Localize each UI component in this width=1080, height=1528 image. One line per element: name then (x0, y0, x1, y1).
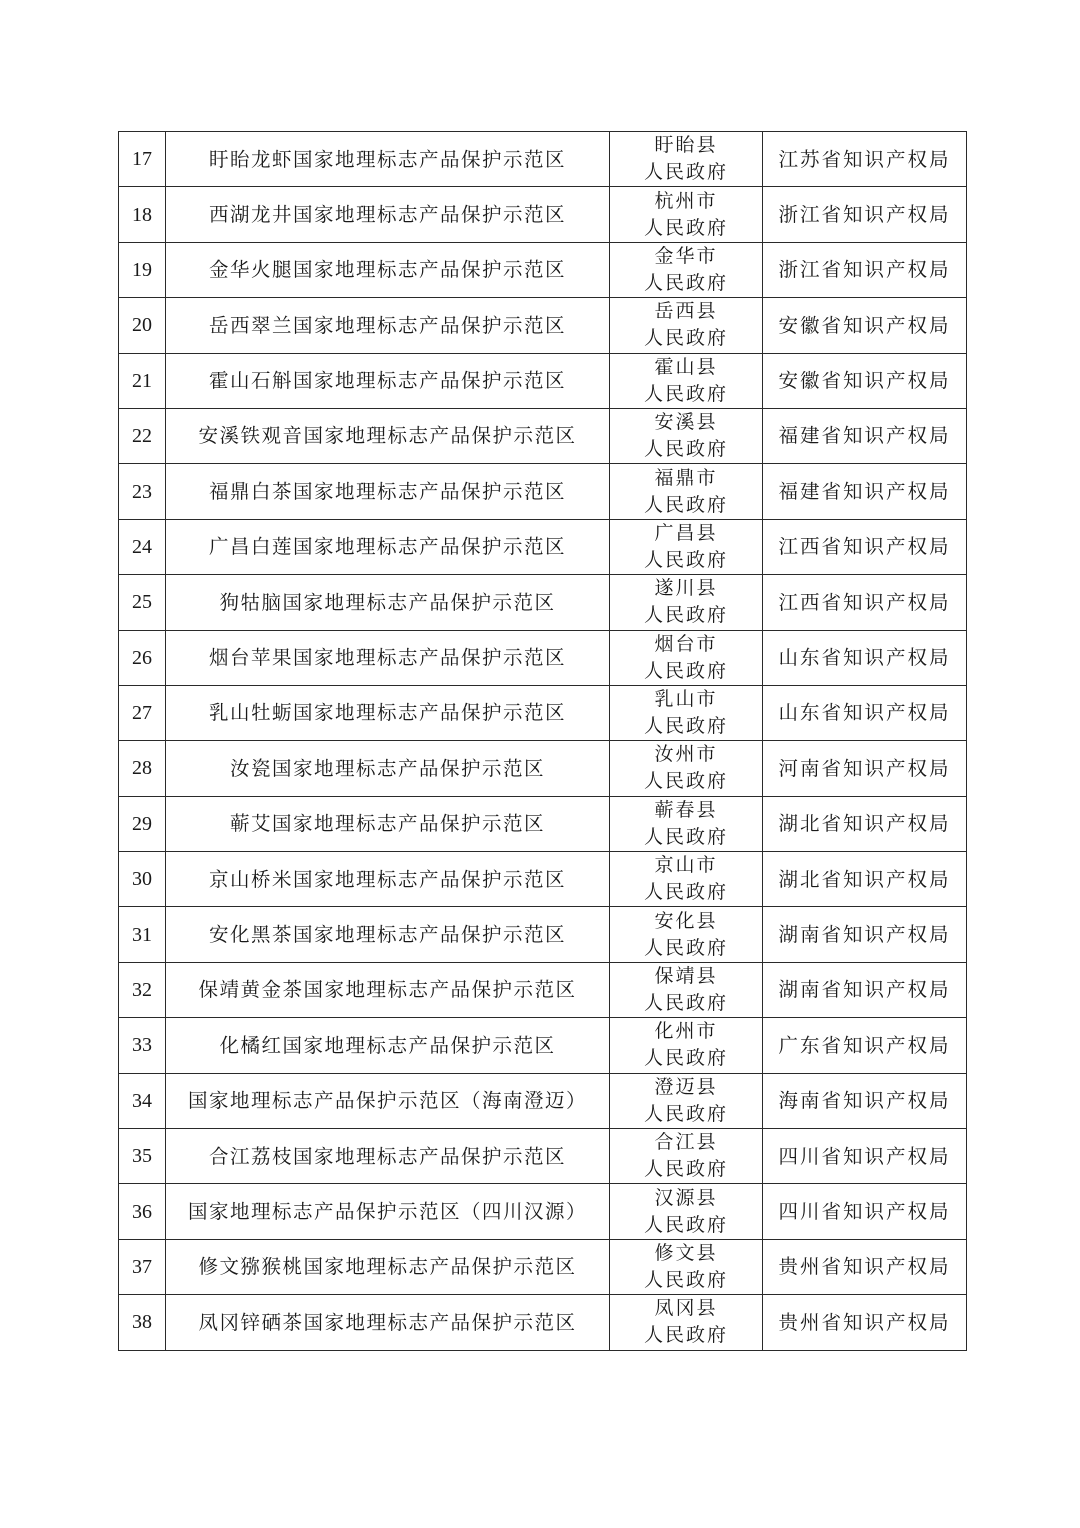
zone-name: 盱眙龙虾国家地理标志产品保护示范区 (166, 132, 610, 187)
zone-name: 合江荔枝国家地理标志产品保护示范区 (166, 1129, 610, 1184)
government-cell (610, 1239, 763, 1294)
government-suffix: 人民政府 (643, 936, 728, 959)
government-suffix: 人民政府 (643, 715, 728, 738)
government-locality: 化州市 (654, 1020, 718, 1043)
government-cell (610, 907, 763, 962)
demonstration-zone-table (118, 131, 967, 1351)
row-number: 35 (119, 1129, 166, 1184)
government-suffix: 人民政府 (643, 604, 728, 627)
row-number: 19 (119, 242, 166, 297)
row-number: 29 (119, 796, 166, 851)
government-locality: 汝州市 (654, 743, 718, 766)
row-number: 34 (119, 1073, 166, 1128)
ip-bureau: 安徽省知识产权局 (763, 353, 967, 408)
ip-bureau: 贵州省知识产权局 (763, 1239, 967, 1294)
government-locality: 汉源县 (654, 1186, 718, 1209)
table-row (119, 464, 967, 519)
government-locality: 安溪县 (654, 411, 718, 434)
row-number: 33 (119, 1018, 166, 1073)
government-cell (610, 796, 763, 851)
table-row (119, 852, 967, 907)
table-row (119, 685, 967, 740)
government-cell (610, 852, 763, 907)
ip-bureau: 湖南省知识产权局 (763, 962, 967, 1017)
table-row (119, 298, 967, 353)
table-row (119, 575, 967, 630)
government-cell (610, 353, 763, 408)
ip-bureau: 福建省知识产权局 (763, 408, 967, 463)
government-locality: 保靖县 (654, 965, 718, 988)
table-row (119, 630, 967, 685)
zone-name: 蕲艾国家地理标志产品保护示范区 (166, 796, 610, 851)
government-cell (610, 630, 763, 685)
ip-bureau: 湖北省知识产权局 (763, 796, 967, 851)
table-row (119, 907, 967, 962)
government-cell (610, 741, 763, 796)
government-suffix: 人民政府 (643, 548, 728, 571)
row-number: 21 (119, 353, 166, 408)
government-suffix: 人民政府 (643, 271, 728, 294)
government-suffix: 人民政府 (643, 1102, 728, 1125)
row-number: 23 (119, 464, 166, 519)
ip-bureau: 湖北省知识产权局 (763, 852, 967, 907)
ip-bureau: 江西省知识产权局 (763, 575, 967, 630)
government-cell (610, 187, 763, 242)
table-row (119, 1073, 967, 1128)
government-suffix: 人民政府 (643, 382, 728, 405)
table-row (119, 962, 967, 1017)
zone-name: 安溪铁观音国家地理标志产品保护示范区 (166, 408, 610, 463)
government-locality: 澄迈县 (654, 1075, 718, 1098)
government-suffix: 人民政府 (643, 327, 728, 350)
zone-name: 化橘红国家地理标志产品保护示范区 (166, 1018, 610, 1073)
government-locality: 杭州市 (654, 189, 718, 212)
table-row (119, 242, 967, 297)
ip-bureau: 江苏省知识产权局 (763, 132, 967, 187)
zone-name: 国家地理标志产品保护示范区（四川汉源） (166, 1184, 610, 1239)
government-cell (610, 519, 763, 574)
government-suffix: 人民政府 (643, 493, 728, 516)
ip-bureau: 河南省知识产权局 (763, 741, 967, 796)
ip-bureau: 安徽省知识产权局 (763, 298, 967, 353)
table-row (119, 1295, 967, 1350)
row-number: 31 (119, 907, 166, 962)
zone-name: 保靖黄金茶国家地理标志产品保护示范区 (166, 962, 610, 1017)
zone-name: 金华火腿国家地理标志产品保护示范区 (166, 242, 610, 297)
ip-bureau: 浙江省知识产权局 (763, 187, 967, 242)
table-row (119, 741, 967, 796)
zone-name: 修文猕猴桃国家地理标志产品保护示范区 (166, 1239, 610, 1294)
government-cell (610, 962, 763, 1017)
row-number: 28 (119, 741, 166, 796)
row-number: 18 (119, 187, 166, 242)
zone-name: 凤冈锌硒茶国家地理标志产品保护示范区 (166, 1295, 610, 1350)
government-locality: 广昌县 (654, 521, 718, 544)
government-locality: 凤冈县 (654, 1297, 718, 1320)
row-number: 20 (119, 298, 166, 353)
zone-name: 烟台苹果国家地理标志产品保护示范区 (166, 630, 610, 685)
ip-bureau: 江西省知识产权局 (763, 519, 967, 574)
table-row (119, 1018, 967, 1073)
government-locality: 金华市 (654, 244, 718, 267)
zone-name: 霍山石斛国家地理标志产品保护示范区 (166, 353, 610, 408)
government-locality: 霍山县 (654, 355, 718, 378)
government-suffix: 人民政府 (643, 161, 728, 184)
table-row (119, 519, 967, 574)
government-locality: 安化县 (654, 909, 718, 932)
government-cell (610, 132, 763, 187)
ip-bureau: 贵州省知识产权局 (763, 1295, 967, 1350)
zone-name: 乳山牡蛎国家地理标志产品保护示范区 (166, 685, 610, 740)
row-number: 36 (119, 1184, 166, 1239)
ip-bureau: 山东省知识产权局 (763, 630, 967, 685)
government-suffix: 人民政府 (643, 1213, 728, 1236)
government-suffix: 人民政府 (643, 1047, 728, 1070)
government-locality: 京山市 (654, 854, 718, 877)
government-suffix: 人民政府 (643, 992, 728, 1015)
ip-bureau: 山东省知识产权局 (763, 685, 967, 740)
ip-bureau: 海南省知识产权局 (763, 1073, 967, 1128)
government-locality: 修文县 (654, 1242, 718, 1264)
government-locality: 合江县 (654, 1131, 718, 1154)
table-row (119, 1184, 967, 1239)
zone-name: 国家地理标志产品保护示范区（海南澄迈） (166, 1073, 610, 1128)
zone-name: 福鼎白茶国家地理标志产品保护示范区 (166, 464, 610, 519)
government-cell (610, 1295, 763, 1350)
row-number: 26 (119, 630, 166, 685)
government-suffix: 人民政府 (643, 1324, 728, 1347)
government-locality: 乳山市 (654, 688, 718, 711)
government-locality: 烟台市 (654, 632, 718, 655)
government-cell (610, 298, 763, 353)
government-suffix: 人民政府 (643, 1269, 728, 1291)
government-suffix: 人民政府 (643, 659, 728, 682)
government-suffix: 人民政府 (643, 1158, 728, 1181)
government-cell (610, 242, 763, 297)
row-number: 17 (119, 132, 166, 187)
row-number: 38 (119, 1295, 166, 1350)
government-suffix: 人民政府 (643, 825, 728, 848)
government-cell (610, 408, 763, 463)
government-cell (610, 575, 763, 630)
ip-bureau: 湖南省知识产权局 (763, 907, 967, 962)
government-cell (610, 685, 763, 740)
zone-name: 西湖龙井国家地理标志产品保护示范区 (166, 187, 610, 242)
zone-name: 广昌白莲国家地理标志产品保护示范区 (166, 519, 610, 574)
government-locality: 遂川县 (654, 577, 718, 600)
table-row (119, 796, 967, 851)
government-cell (610, 1129, 763, 1184)
table-row (119, 187, 967, 242)
zone-name: 狗牯脑国家地理标志产品保护示范区 (166, 575, 610, 630)
government-cell (610, 1018, 763, 1073)
row-number: 24 (119, 519, 166, 574)
government-locality: 福鼎市 (654, 466, 718, 489)
government-locality: 蕲春县 (654, 798, 718, 821)
government-locality: 岳西县 (654, 300, 718, 323)
zone-name: 汝瓷国家地理标志产品保护示范区 (166, 741, 610, 796)
table-body (119, 132, 967, 1351)
table-row (119, 132, 967, 187)
ip-bureau: 四川省知识产权局 (763, 1184, 967, 1239)
table-row (119, 1129, 967, 1184)
zone-name: 京山桥米国家地理标志产品保护示范区 (166, 852, 610, 907)
ip-bureau: 浙江省知识产权局 (763, 242, 967, 297)
government-suffix: 人民政府 (643, 881, 728, 904)
row-number: 37 (119, 1239, 166, 1294)
government-locality: 盱眙县 (654, 134, 718, 157)
ip-bureau: 四川省知识产权局 (763, 1129, 967, 1184)
ip-bureau: 福建省知识产权局 (763, 464, 967, 519)
government-cell (610, 1073, 763, 1128)
row-number: 25 (119, 575, 166, 630)
government-suffix: 人民政府 (643, 770, 728, 793)
government-suffix: 人民政府 (643, 438, 728, 461)
table-row (119, 353, 967, 408)
row-number: 22 (119, 408, 166, 463)
zone-name: 安化黑茶国家地理标志产品保护示范区 (166, 907, 610, 962)
government-suffix: 人民政府 (643, 216, 728, 239)
zone-name: 岳西翠兰国家地理标志产品保护示范区 (166, 298, 610, 353)
government-cell (610, 464, 763, 519)
ip-bureau: 广东省知识产权局 (763, 1018, 967, 1073)
row-number: 27 (119, 685, 166, 740)
row-number: 30 (119, 852, 166, 907)
table-row (119, 408, 967, 463)
table-row (119, 1239, 967, 1294)
row-number: 32 (119, 962, 166, 1017)
government-cell (610, 1184, 763, 1239)
